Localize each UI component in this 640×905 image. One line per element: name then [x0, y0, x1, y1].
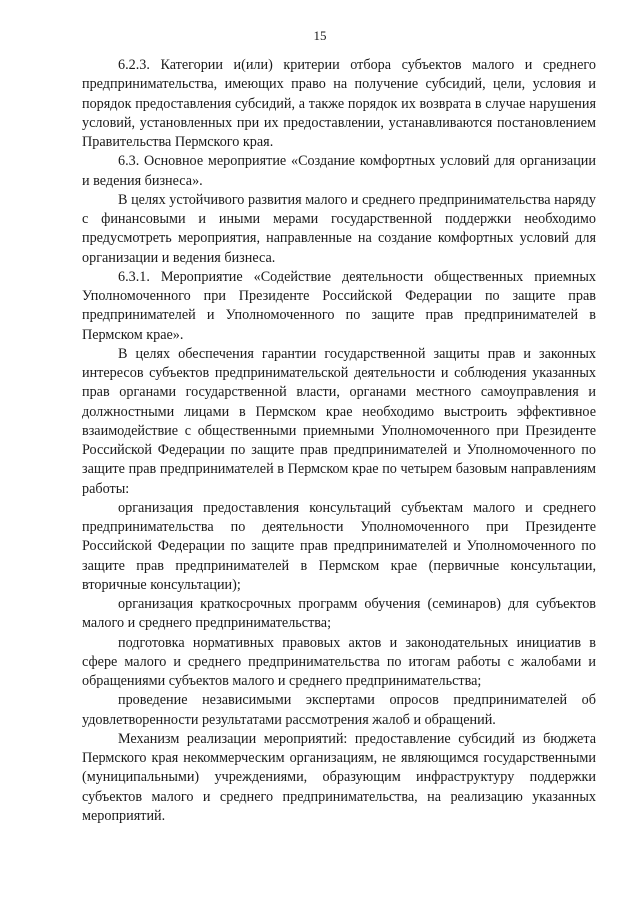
- page-number: 15: [313, 28, 327, 43]
- list-item-consultations: организация предоставления консультаций субъектам малого и среднего предпринимательства по деятельности Уполномоченного при Президенте Российской Федерации по защите прав предпринимателей и Уполномоченного по защите прав предпринимателей в Пермском крае (первичные консультации, вторичные консультации);: [82, 499, 596, 593]
- paragraph-6-3-1: 6.3.1. Мероприятие «Содействие деятельности общественных приемных Уполномоченного при Президенте Российской Федерации по защите прав предпринимателей и Уполномоченного по защите прав предпринимателей в Пермском крае».: [82, 268, 596, 343]
- list-item-surveys: проведение независимыми экспертами опросов предпринимателей об удовлетворенности результатами рассмотрения жалоб и обращений.: [82, 692, 596, 728]
- paragraph-6-3-intro: В целях устойчивого развития малого и среднего предпринимательства наряду с финансовыми и иными мерами государственной поддержки необходимо предусмотреть мероприятия, направленные на создание комфортных условий для организации и ведения бизнеса.: [82, 191, 596, 266]
- paragraph-6-3-heading: 6.3. Основное мероприятие «Создание комфортных условий для организации и ведения бизнеса».: [82, 153, 596, 189]
- paragraph-mechanism: Механизм реализации мероприятий: предоставление субсидий из бюджета Пермского края некоммерческим организациям, не являющимся государственными (муниципальными) учреждениями, образующим инфраструктуру поддержки субъектов малого и среднего предпринимательства, на реализацию указанных мероприятий.: [82, 730, 596, 824]
- paragraph-6-2-3: 6.2.3. Категории и(или) критерии отбора субъектов малого и среднего предпринимательства, имеющих право на получение субсидий, цели, условия и порядок предоставления субсидий, а также порядок их возврата в случае нарушения условий, установленных при их предоставлении, устанавливаются постановлением Правительства Пермского края.: [82, 57, 596, 150]
- paragraph-protection-goals: В целях обеспечения гарантии государственной защиты прав и законных интересов субъектов предпринимательской деятельности и соблюдения указанных прав органами государственной власти, органами местного самоуправления и должностными лицами в Пермском крае необходимо выстроить эффективное взаимодействие с общественными приемными Уполномоченного при Президенте Российской Федерации по защите прав предпринимателей и Уполномоченного по защите прав предпринимателей в Пермском крае по четырем базовым направлениям работы:: [82, 345, 596, 497]
- list-item-training: организация краткосрочных программ обучения (семинаров) для субъектов малого и среднего предпринимательства;: [82, 596, 596, 632]
- document-body: [82, 56, 596, 826]
- list-item-legislation: подготовка нормативных правовых актов и законодательных инициатив в сфере малого и среднего предпринимательства по итогам работы с жалобами и обращениями субъектов малого и среднего предпринимательства;: [82, 634, 596, 689]
